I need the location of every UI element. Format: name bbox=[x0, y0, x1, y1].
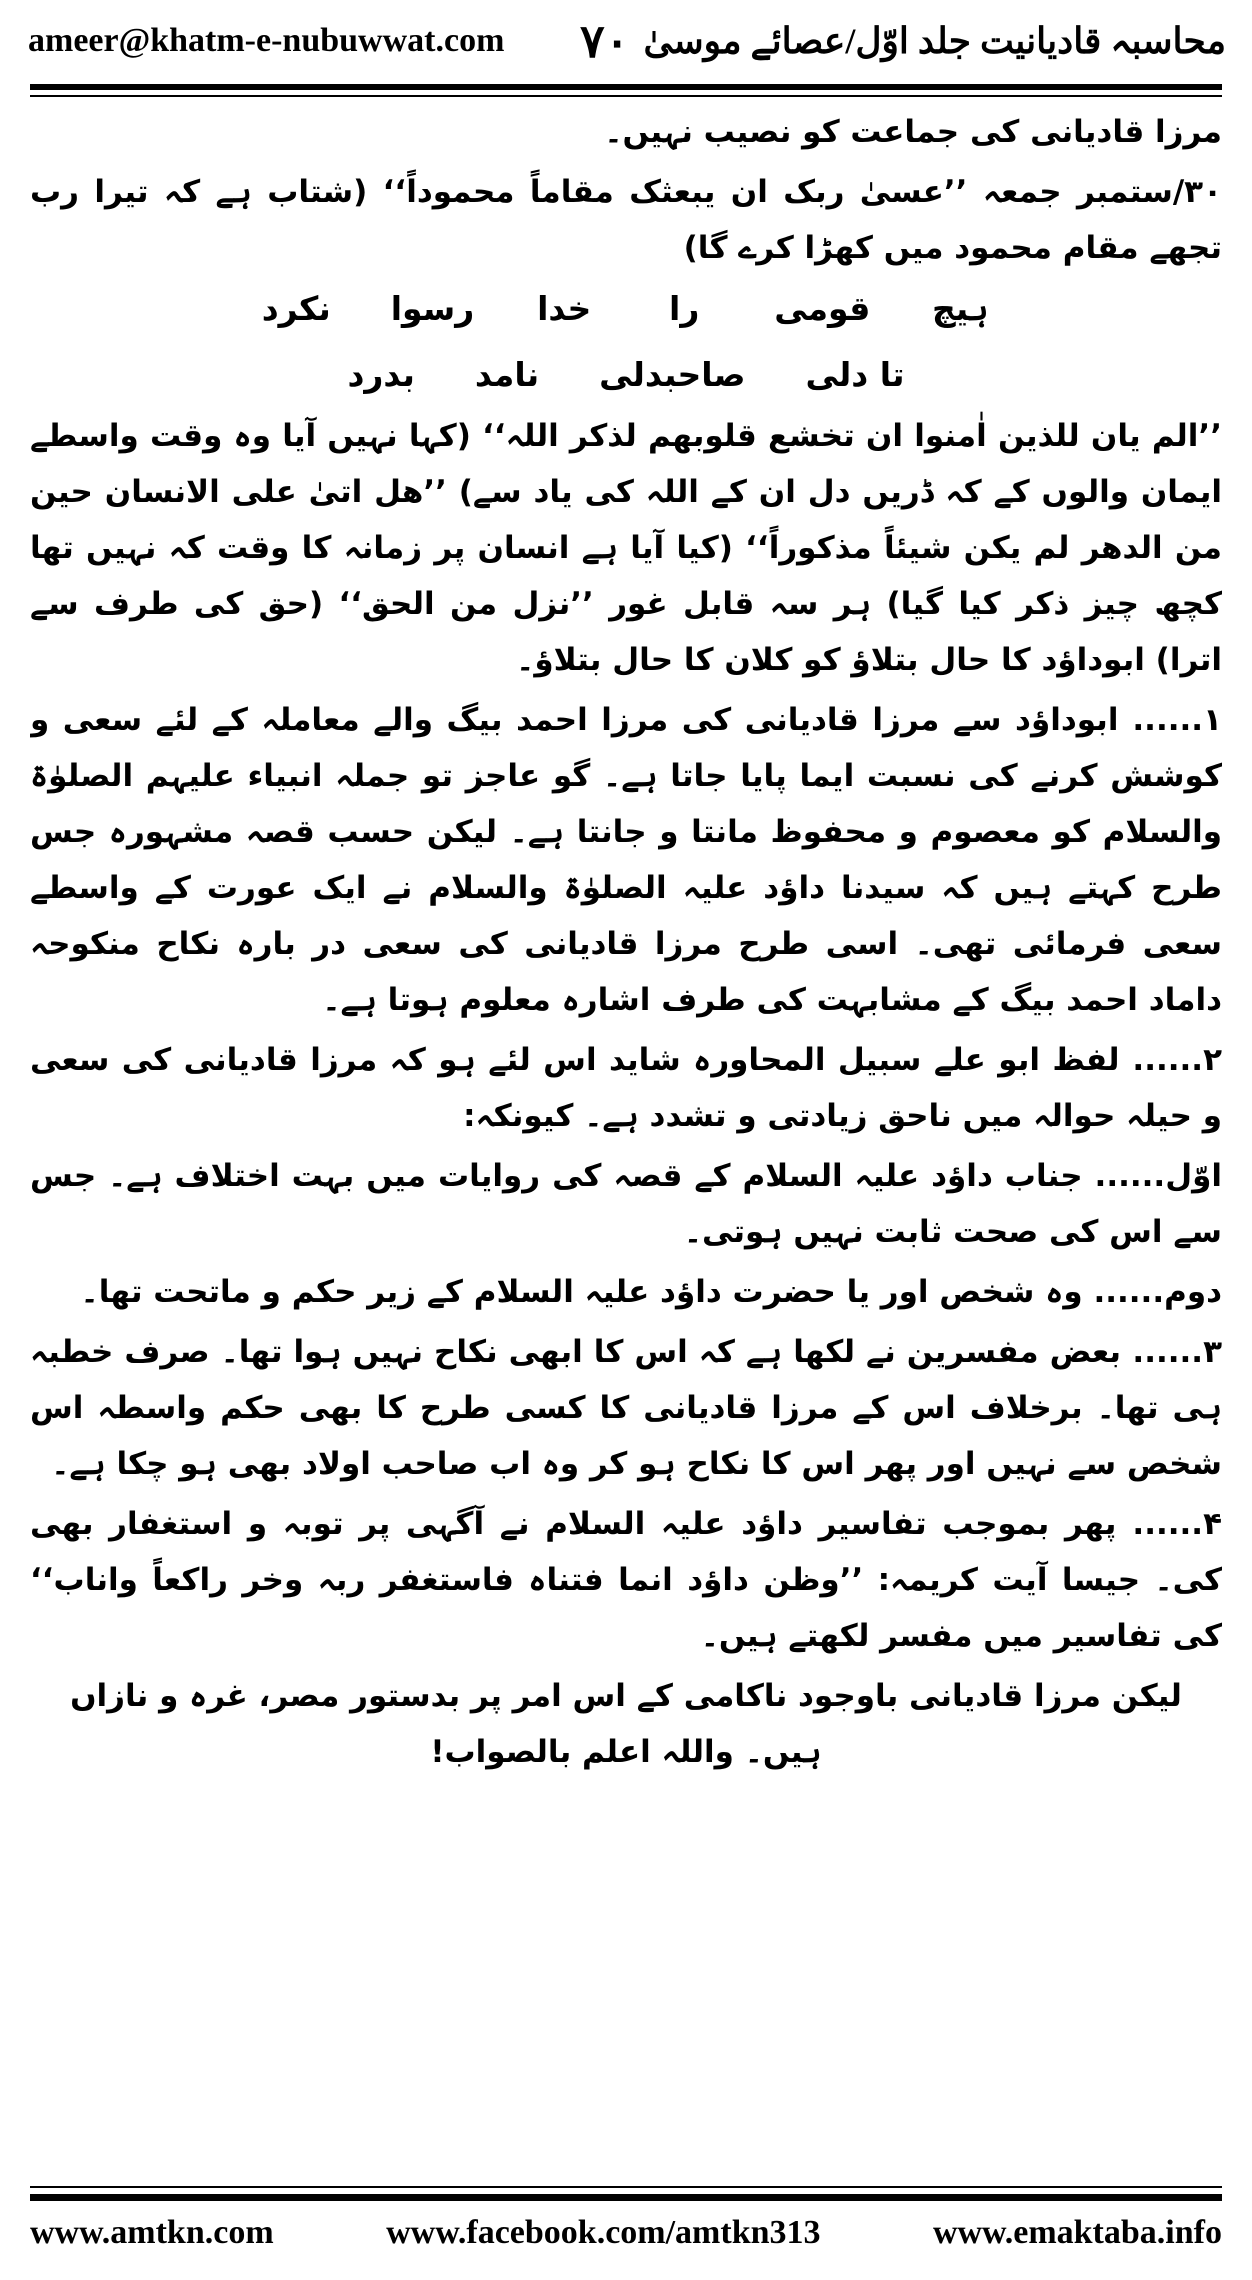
numbered-paragraph bbox=[30, 1032, 1222, 1144]
header-rule-thin bbox=[30, 95, 1222, 97]
verse-word: را bbox=[669, 289, 700, 328]
verse-word: خدا bbox=[537, 289, 592, 328]
verse-word: قومی bbox=[774, 289, 871, 328]
paragraph-text: جناب داؤد علیہ السلام کے قصہ کی روایات میں بہت اختلاف ہے۔ جس سے اس کی صحت ثابت نہیں ہوتی۔ bbox=[30, 1158, 1222, 1250]
page-number: ۷۰ bbox=[580, 16, 630, 67]
closing-paragraph: لیکن مرزا قادیانی باوجود ناکامی کے اس امر پر بدستور مصر، غرہ و نازاں ہیں۔ واللہ اعلم بالصواب! bbox=[70, 1678, 1182, 1770]
numbered-paragraph bbox=[30, 1324, 1222, 1492]
paragraph-number: اوّل...... bbox=[1094, 1158, 1222, 1194]
numbered-paragraph bbox=[30, 1496, 1222, 1664]
verse-word: صاحبدلی bbox=[599, 355, 746, 394]
verse-word: رسوا bbox=[390, 289, 475, 328]
persian-verse-line-1 bbox=[30, 276, 1222, 342]
paragraph-text: وہ شخص اور یا حضرت داؤد علیہ السلام کے زیر حکم و ماتحت تھا۔ bbox=[80, 1274, 1083, 1310]
verse-word: نامد bbox=[474, 355, 540, 394]
paragraph-number: ۲...... bbox=[1132, 1042, 1222, 1078]
page-body bbox=[30, 104, 1222, 2174]
header-rule-thick bbox=[30, 84, 1222, 90]
paragraph-text: بعض مفسرین نے لکھا ہے کہ اس کا ابھی نکاح نہیں ہوا تھا۔ صرف خطبہ ہی تھا۔ برخلاف اس کے مرزا قادیانی کا کسی طرح کا بھی حکم واسطہ اس شخص سے نہیں اور پھر اس کا نکاح ہو کر وہ اب صاحب اولاد بھی ہو چکا ہے۔ bbox=[30, 1334, 1222, 1482]
paragraph-number: ۱...... bbox=[1132, 702, 1222, 738]
numbered-paragraph bbox=[30, 1264, 1222, 1320]
paragraph: مرزا قادیانی کی جماعت کو نصیب نہیں۔ bbox=[604, 114, 1222, 150]
footer-rule-thick bbox=[30, 2194, 1222, 2201]
paragraph: ’’الم یان للذین اٰمنوا ان تخشع قلوبھم لذکر اللہ‘‘ (کہا نہیں آیا وہ وقت واسطے ایمان والوں کے کہ ڈریں دل ان کے اللہ کی یاد سے) ’’ھل اتیٰ علی الانسان حین من الدھر لم یکن شیئاً مذکوراً‘‘ (کیا آیا ہے انسان پر زمانہ کا وقت کہ نہیں تھا کچھ چیز ذکر کیا گیا) ہر سہ قابل غور ’’نزل من الحق‘‘ (حق کی طرف سے اترا) ابوداؤد کا حال بتلاؤ کو کلان کا حال بتلاؤ۔ bbox=[30, 418, 1222, 678]
footer-rule-thin bbox=[30, 2186, 1222, 2188]
page-footer bbox=[30, 2208, 1222, 2258]
persian-verse-line-2 bbox=[30, 342, 1222, 408]
header-email: ameer@khatm-e-nubuwwat.com bbox=[28, 22, 505, 59]
verse-word: بدرد bbox=[347, 355, 415, 394]
numbered-paragraph bbox=[30, 692, 1222, 1028]
numbered-paragraph bbox=[30, 1148, 1222, 1260]
book-title: محاسبہ قادیانیت جلد اوّل/عصائے موسیٰ bbox=[643, 21, 1226, 61]
footer-link-facebook[interactable]: www.facebook.com/amtkn313 bbox=[386, 2214, 821, 2251]
paragraph-number: ۴...... bbox=[1132, 1506, 1222, 1542]
paragraph-text: ابوداؤد سے مرزا قادیانی کی مرزا احمد بیگ والے معاملہ کے لئے سعی و کوشش کرنے کی نسبت ایما پایا جاتا ہے۔ گو عاجز تو جملہ انبیاء علیہم الصلوٰۃ والسلام کو معصوم و محفوظ مانتا و جانتا ہے۔ لیکن حسب قصہ مشہورہ جس طرح کہتے ہیں کہ سیدنا داؤد علیہ الصلوٰۃ والسلام نے ایک عورت کے واسطے سعی فرمائی تھی۔ اسی طرح مرزا قادیانی کی سعی در بارہ نکاح منکوحہ داماد احمد بیگ کے مشابہت کی طرف اشارہ معلوم ہوتا ہے۔ bbox=[30, 702, 1222, 1018]
page-header bbox=[20, 14, 1232, 78]
verse-word: نکرد bbox=[261, 289, 331, 328]
footer-link-emaktaba[interactable]: www.emaktaba.info bbox=[932, 2214, 1222, 2251]
paragraph-text: پھر بموجب تفاسیر داؤد علیہ السلام نے آگہی پر توبہ و استغفار بھی کی۔ جیسا آیت کریمہ: ’’وظن داؤد انما فتناہ فاستغفر ربہ وخر راکعاً واناب‘‘ کی تفاسیر میں مفسر لکھتے ہیں۔ bbox=[30, 1506, 1222, 1654]
paragraph-number: ۳...... bbox=[1132, 1334, 1222, 1370]
footer-link-website[interactable]: www.amtkn.com bbox=[30, 2214, 274, 2251]
verse-word: ہیچ bbox=[932, 289, 989, 328]
paragraph-text: لفظ ابو علے سبیل المحاورہ شاید اس لئے ہو کہ مرزا قادیانی کی سعی و حیلہ حوالہ میں ناحق زیادتی و تشدد ہے۔ کیونکہ: bbox=[30, 1042, 1222, 1134]
paragraph: ۳۰/ستمبر جمعہ ’’عسیٰ ربک ان یبعثک مقاماً محموداً‘‘ (شتاب ہے کہ تیرا رب تجھے مقام محمود میں کھڑا کرے گا) bbox=[30, 174, 1222, 266]
verse-word: تا دلی bbox=[805, 355, 905, 394]
paragraph-number: دوم...... bbox=[1093, 1274, 1222, 1310]
